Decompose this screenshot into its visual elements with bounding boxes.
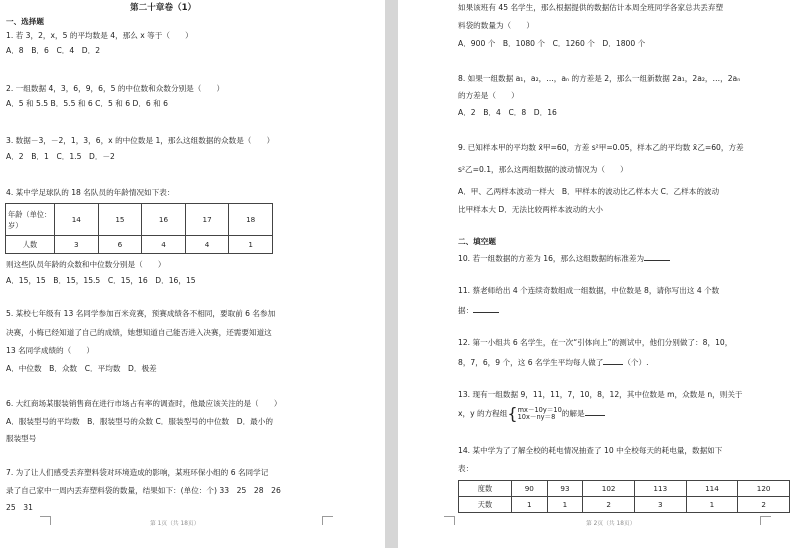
age-cell: 18 (229, 204, 273, 236)
page-right (398, 0, 800, 548)
question-8-line1: 8. 如果一组数据 a₁，a₂，…，aₙ 的方差是 2，那么一组新数据 2a₁，2a₂，…，2aₙ (458, 74, 741, 83)
question-1: 1. 若 3，2，x，5 的平均数是 4，那么 x 等于（ ） (6, 31, 193, 40)
question-14-line2: 表： (458, 464, 474, 473)
degree-cell: 90 (512, 481, 548, 497)
answer-blank (585, 407, 605, 416)
question-11-line1: 11. 蔡老师给出 4 个连续奇数组成一组数据，中位数是 8，请你写出这 4 个数 (458, 286, 720, 295)
equation-system (518, 407, 562, 422)
question-10-text: 10. 若一组数据的方差为 16，那么这组数据的标准差为 (458, 254, 645, 263)
degree-cell: 102 (583, 481, 635, 497)
age-cell: 15 (98, 204, 142, 236)
count-cell: 1 (229, 236, 273, 254)
question-3-options: A．2 B．1 C．1.5 D．－2 (6, 152, 115, 161)
question-9-line1: 9. 已知样本甲的平均数 x̄甲=60，方差 s²甲=0.05，样本乙的平均数 x̄乙=60，方差 (458, 143, 744, 152)
degree-cell: 113 (634, 481, 686, 497)
answer-blank (473, 304, 499, 313)
days-header-cell: 天数 (459, 497, 512, 513)
answer-blank (644, 252, 670, 261)
count-cell: 3 (55, 236, 99, 254)
question-11-line2 (458, 304, 499, 316)
question-4-followup: 则这些队员年龄的众数和中位数分别是（ ） (6, 260, 166, 269)
degree-header-cell: 度数 (459, 481, 512, 497)
question-5-line3: 13 名同学成绩的（ ） (6, 346, 95, 355)
question-2-options: A．5 和 5.5 B．5.5 和 6 C．5 和 6 D．6 和 6 (6, 99, 168, 108)
equation-2: 10x－ny＝8 (517, 413, 556, 421)
count-cell: 4 (185, 236, 229, 254)
count-header-cell: 人数 (6, 236, 55, 254)
question-9-line3: A．甲、乙两样本波动一样大 B．甲样本的波动比乙样本大 C．乙样本的波动 (458, 187, 720, 196)
question-13-line2-text: x，y 的方程组 (458, 409, 508, 418)
question-4-options: A．15，15 B．15，15.5 C．15，16 D．16，15 (6, 276, 196, 285)
page-footer-right: 第 2页（共 18页） (586, 521, 636, 527)
days-cell: 2 (583, 497, 635, 513)
question-9-line4: 比甲样本大 D．无法比较两样本波动的大小 (458, 205, 603, 214)
question-12-line2-text: 8，7，6，9 个，这 6 名学生平均每人做了 (458, 358, 604, 367)
question-6-line1: 6. 大红商场某服装销售商在进行市场占有率的调查时，他最应该关注的是（ ） (6, 399, 282, 408)
electricity-table (458, 480, 790, 513)
age-header-cell (6, 204, 55, 236)
question-5-line2: 决赛，小梅已经知道了自己的成绩，她想知道自己能否进入决赛，还需要知道这 (6, 328, 272, 337)
question-5-line1: 5. 某校七年级有 13 名同学参加百米竞赛，预赛成绩各不相同，要取前 6 名参加 (6, 309, 276, 318)
equation-brace: { (507, 404, 518, 423)
page-title: 第二十章卷（1） (130, 3, 197, 13)
crop-mark (322, 516, 333, 525)
question-7-continued-line1: 如果该班有 45 名学生，那么根据提供的数据估计本周全班同学各家总共丢弃塑 (458, 3, 724, 12)
question-13-line2-tail: 的解是 (561, 409, 585, 418)
question-11-line2-text: 据： (458, 306, 474, 315)
question-7-line1: 7. 为了让人们感受丢弃塑料袋对环境造成的影响，某班环保小组的 6 名同学记 (6, 468, 269, 477)
age-header-line2: 岁） (8, 220, 23, 230)
crop-mark (444, 516, 455, 525)
days-cell: 1 (547, 497, 583, 513)
question-13-line1: 13. 现有一组数据 9，11，11，7，10，8，12，其中位数是 m，众数是 n，则关于 (458, 390, 743, 399)
section-fill-heading: 二、填空题 (458, 237, 496, 246)
count-cell: 6 (98, 236, 142, 254)
days-cell: 1 (686, 497, 738, 513)
question-6-line2: A．服装型号的平均数 B．服装型号的众数 C．服装型号的中位数 D．最小的 (6, 417, 273, 426)
days-cell: 1 (512, 497, 548, 513)
question-7-line3: 25 31 (6, 503, 33, 512)
question-13-line2 (458, 406, 605, 422)
age-cell: 16 (142, 204, 186, 236)
degree-cell: 93 (547, 481, 583, 497)
question-1-options: A．8 B．6 C．4 D．2 (6, 46, 101, 55)
equation-1: mx－10y＝10 (517, 405, 562, 414)
question-9-line2: s²乙=0.1，那么这两组数据的波动情况为（ ） (458, 165, 628, 174)
question-8-options: A．2 B．4 C．8 D．16 (458, 108, 557, 117)
question-4: 4. 某中学足球队的 18 名队员的年龄情况如下表： (6, 188, 175, 197)
question-3: 3. 数据－3，－2，1，3，6，x 的中位数是 1，那么这组数据的众数是（ ） (6, 136, 275, 145)
days-cell: 2 (738, 497, 790, 513)
degree-cell: 120 (738, 481, 790, 497)
question-8-line2: 的方差是（ ） (458, 91, 519, 100)
page-footer-left: 第 1页（共 18页） (150, 521, 200, 527)
days-cell: 3 (634, 497, 686, 513)
degree-cell: 114 (686, 481, 738, 497)
age-cell: 14 (55, 204, 99, 236)
question-12-line1: 12. 第一小组共 6 名学生，在一次“引体向上”的测试中，他们分别做了：8，10， (458, 338, 733, 347)
count-cell: 4 (142, 236, 186, 254)
crop-mark (40, 516, 51, 525)
question-12-unit: （个）. (623, 358, 649, 367)
age-header-line1: 年龄（单位： (8, 209, 52, 219)
page-left (0, 0, 385, 548)
crop-mark (760, 516, 771, 525)
question-6-line3: 服装型号 (6, 434, 37, 443)
question-7-options: A．900 个 B．1080 个 C．1260 个 D．1800 个 (458, 39, 646, 48)
section-choice-heading: 一、选择题 (6, 17, 44, 26)
question-5-options: A．中位数 B．众数 C．平均数 D．极差 (6, 364, 157, 373)
age-cell: 17 (185, 204, 229, 236)
answer-blank (603, 356, 623, 365)
question-2: 2. 一组数据 4，3，6，9，6，5 的中位数和众数分别是（ ） (6, 84, 225, 93)
question-10 (458, 252, 670, 264)
question-7-line2: 录了自己家中一周内丢弃塑料袋的数量，结果如下：(单位：个) 33 25 28 26 (6, 486, 281, 495)
question-12-line2 (458, 356, 649, 368)
question-7-continued-line2: 料袋的数量为（ ） (458, 21, 534, 30)
age-table (5, 203, 273, 254)
question-14-line1: 14. 某中学为了了解全校的耗电情况抽查了 10 中全校每天的耗电量，数据如下 (458, 446, 723, 455)
